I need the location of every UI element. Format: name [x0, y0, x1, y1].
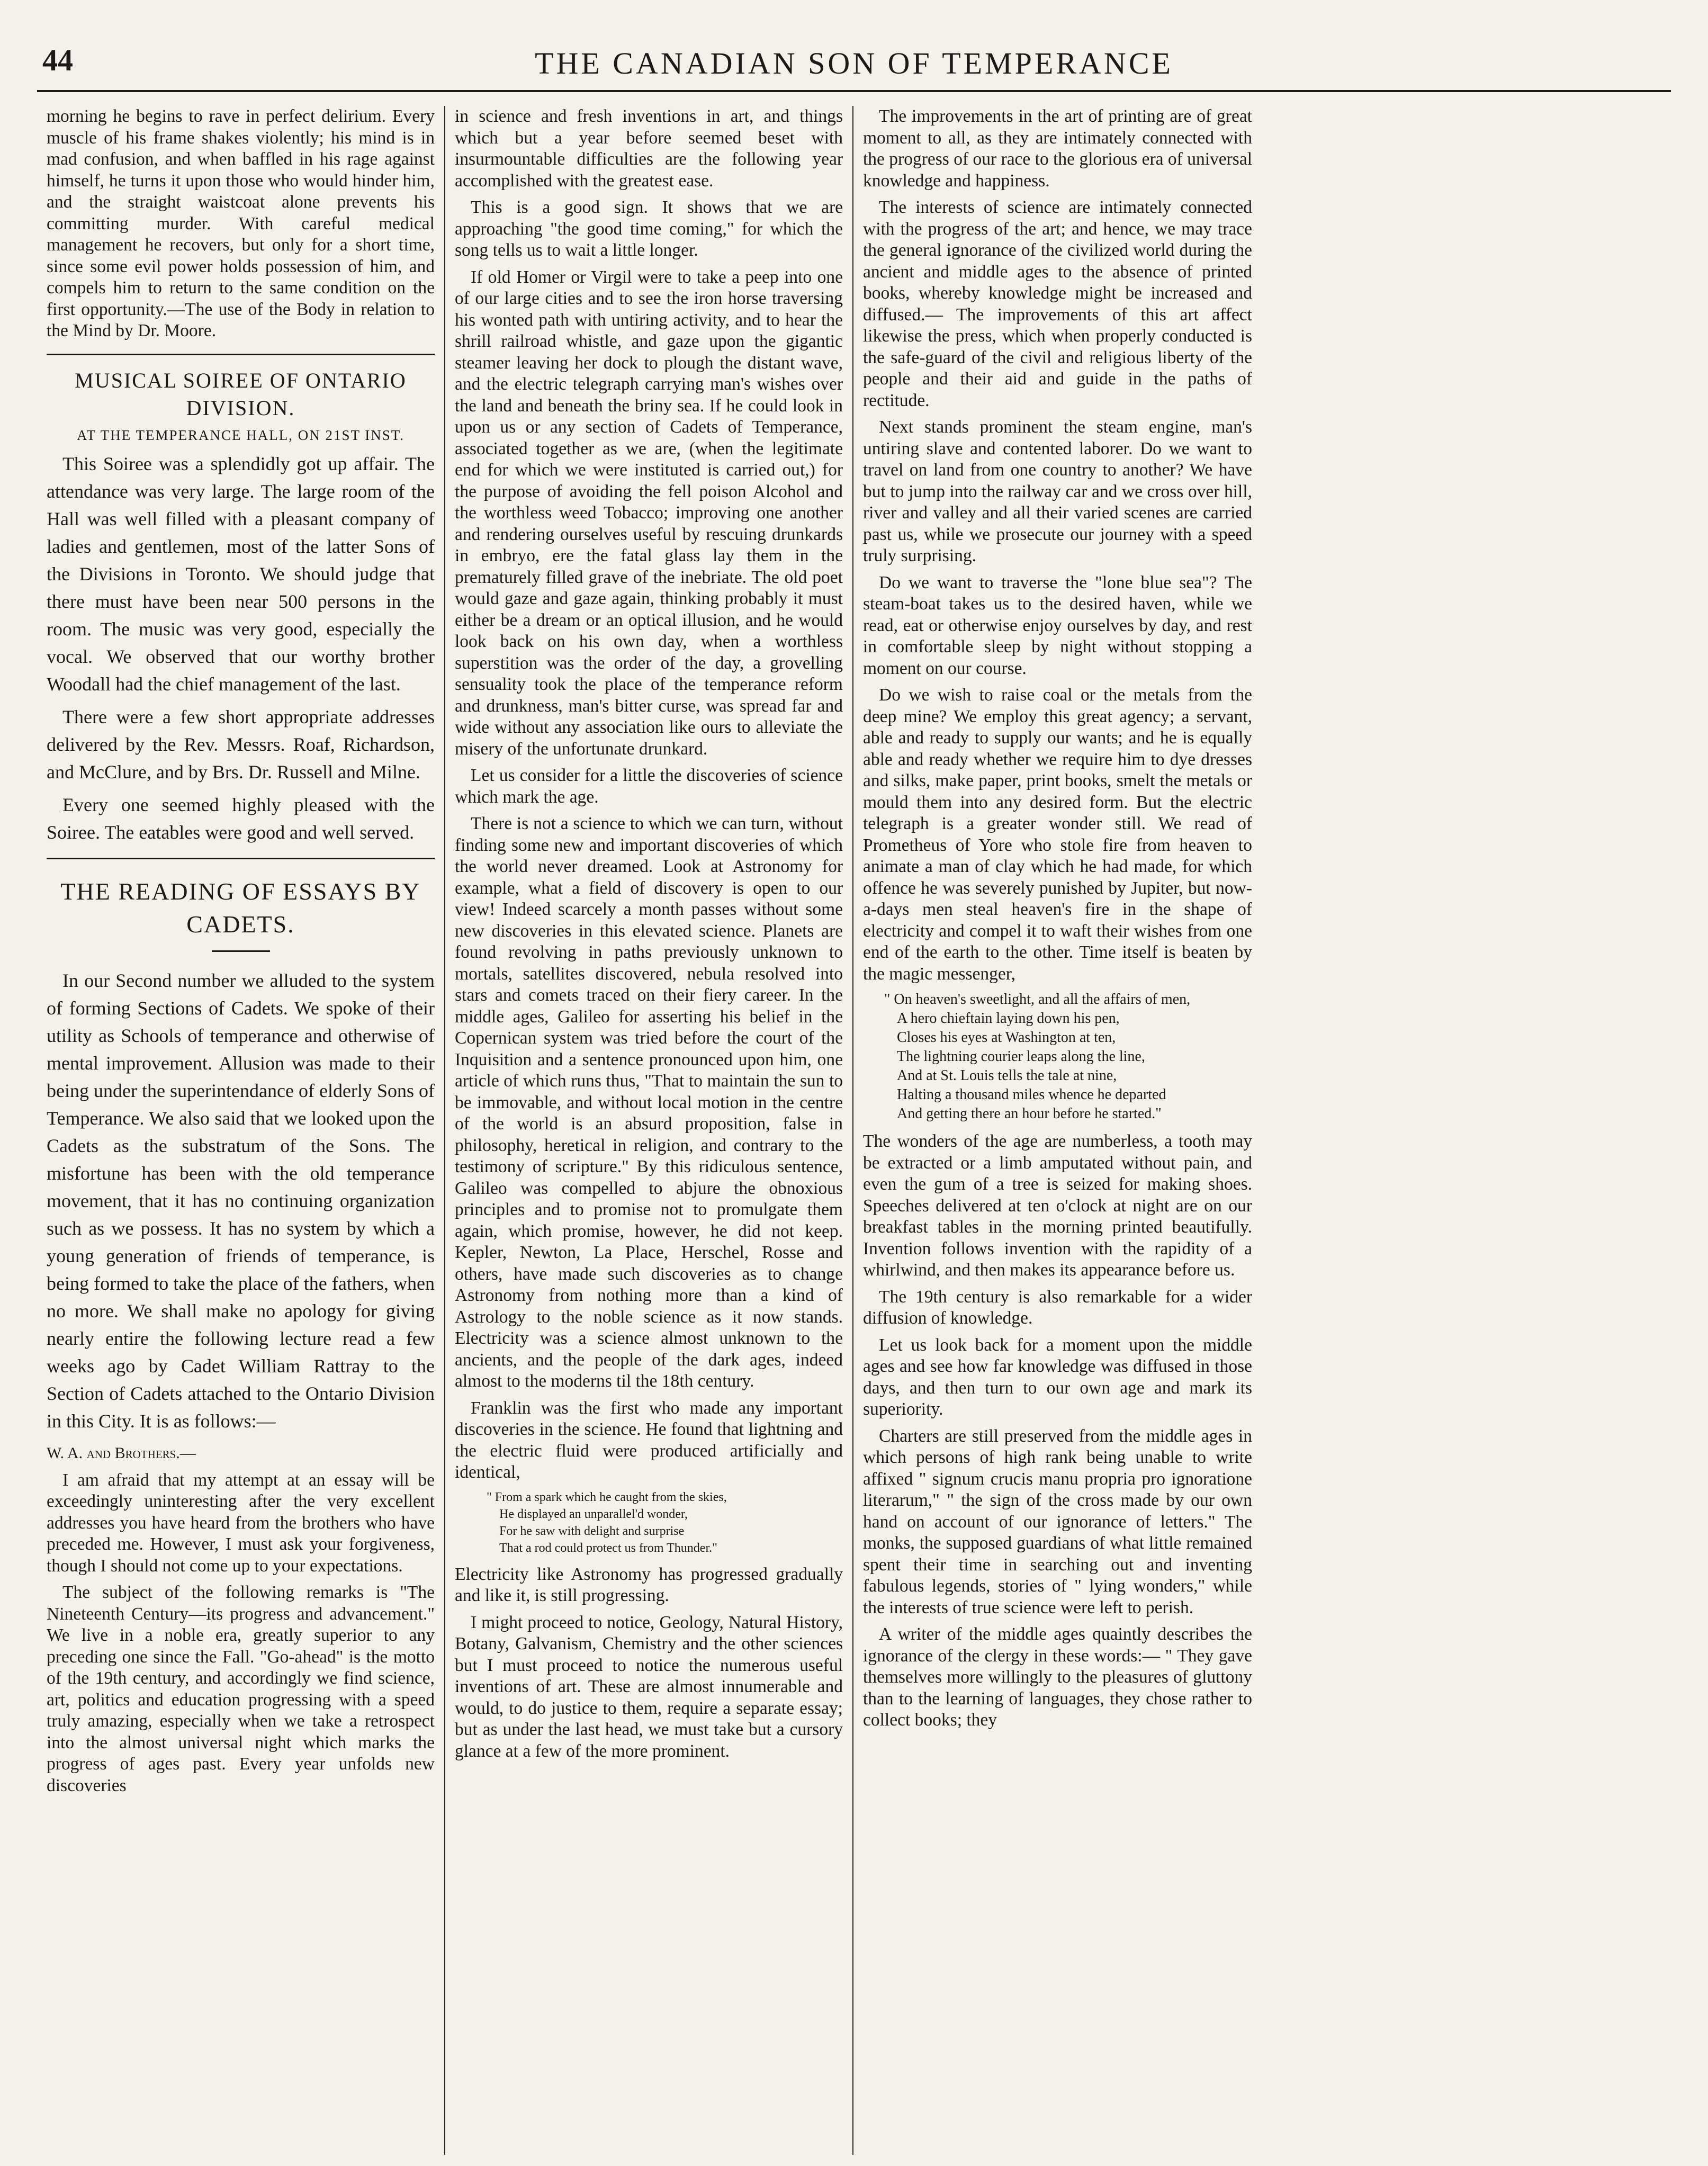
verse-line: And at St. Louis tells the tale at nine,: [897, 1067, 1117, 1084]
paragraph: morning he begins to rave in perfect delirium. Every muscle of his frame shakes violently; his mind is in mad confusion, and when baffled in his rage against himself, he turns it upon those who would hinder him, and the straight waistcoat alone prevents his committing murder. With careful medical management he recovers, but only for a short time, since some evil power holds possession of him, and compels him to return to the same condition on the first opportunity.—The use of the Body in relation to the Mind by Dr. Moore.: [47, 106, 435, 340]
paragraph: This Soiree was a splendidly got up affair. The attendance was very large. The large room of the Hall was well filled with a pleasant company of ladies and gentlemen, most of the latter Sons of the Divisions in Toronto. We should judge that there must have been near 500 persons in the room. The music was very good, especially the vocal. We observed that our worthy brother Woodall had the chief management of the last.: [47, 453, 435, 695]
paragraph: Franklin was the first who made any important discoveries in the science. He found that lightning and the electric fluid were produced artificially and identical,: [455, 1398, 843, 1482]
paragraph: This is a good sign. It shows that we are approaching "the good time coming," for which the song tells us to wait a little longer.: [455, 197, 843, 260]
paragraph: The subject of the following remarks is "The Nineteenth Century—its progress and advancement." We live in a noble era, greatly superior to any preceding one since the Fall. "Go-ahead" is the motto of the 19th century, and accordingly we find science, art, politics and education progressing with a speed truly amazing, especially when we take a retrospect into the almost universal night which marks the progress of ages past. Every year unfolds new discoveries: [47, 1583, 435, 1795]
paragraph: There were a few short appropriate addresses delivered by the Rev. Messrs. Roaf, Richardson, and McClure, and by Brs. Dr. Russell and Milne.: [47, 706, 435, 783]
divider-short: [212, 950, 270, 952]
verse-line: For he saw with delight and surprise: [499, 1524, 685, 1538]
verse-line: That a rod could protect us from Thunder.": [499, 1541, 717, 1555]
column-3: [853, 106, 1262, 2155]
paragraph: Let us consider for a little the discoveries of science which mark the age.: [455, 766, 843, 807]
divider: [47, 858, 435, 859]
verse-line: " From a spark which he caught from the skies,: [487, 1490, 727, 1504]
paragraph: There is not a science to which we can turn, without finding some new and important discoveries of which the world never dreamed. Look at Astronomy for example, what a field of discovery is open to our view! Indeed scarcely a month passes without some new discoveries in this elevated science. Planets are found revolving in paths previously unknown to mortals, satellites discovered, nebula resolved into stars and comets traced on their fiery career. In the middle ages, Galileo for asserting his belief in the Copernican system was tried before the court of the Inquisition and a sentence pronounced upon him, one article of which runs thus, "That to maintain the sun to be immovable, and without local motion in the centre of the world is an absurd proposition, false in philosophy, heretical in religion, and contrary to the testimony of scripture." By this ridiculous sentence, Galileo was compelled to abjure the obnoxious principles and to promise not to promulgate them again, which promise, however, he did not keep. Kepler, Newton, La Place, Herschel, Rosse and others, have made such discoveries as to change Astronomy from nothing more than a kind of Astrology to the noble science as it now stands. Electricity was a science almost unknown to the ancients, and the people of the dark ages, indeed almost to the moderns til the 18th century.: [455, 814, 843, 1391]
verse-quote: [487, 1489, 843, 1557]
divider: [47, 354, 435, 355]
verse-line: Halting a thousand miles whence he departed: [897, 1086, 1166, 1103]
page-number: 44: [42, 43, 73, 77]
paragraph: A writer of the middle ages quaintly describes the ignorance of the clergy in these words:— " They gave themselves more willingly to the pleasures of gluttony than to the learning of languages, they chose rather to collect books; they: [863, 1624, 1252, 1730]
paragraph: Charters are still preserved from the middle ages in which persons of high rank being unable to write affixed " signum crucis manu propria pro ignoratione literarum," " the sign of the cross made by our own hand on account of our ignorance of letters." The monks, the supposed guardians of what little remained spent their time in searching out and inventing fabulous legends, stories of " lying wonders," while the interests of true science were left to perish.: [863, 1426, 1252, 1617]
salutation: W. A. and Brothers.—: [47, 1444, 196, 1462]
paragraph: The interests of science are intimately connected with the progress of the art; and hence, we may trace the general ignorance of the civilized world during the ancient and middle ages to the absence of printed books, whereby knowledge might be increased and diffused.— The improvements of this art affect likewise the press, which when properly conducted is the safe-guard of the civil and religious liberty of the people and their aid and guide in the paths of rectitude.: [863, 197, 1252, 410]
paragraph: The improvements in the art of printing are of great moment to all, as they are intimately connected with the progress of our race to the glorious era of universal knowledge and happiness.: [863, 106, 1252, 191]
section-heading-essays: THE READING OF ESSAYS BY CADETS.: [60, 877, 421, 938]
verse-line: And getting there an hour before he started.": [897, 1106, 1162, 1122]
paragraph: in science and fresh inventions in art, and things which but a year before seemed beset with insurmountable difficulties are the following year accomplished with the greatest ease.: [455, 106, 843, 191]
paragraph: In our Second number we alluded to the system of forming Sections of Cadets. We spoke of their utility as Schools of temperance and otherwise of mental improvement. Allusion was made to their being under the superintendance of elderly Sons of Temperance. We also said that we looked upon the Cadets as the substratum of the Sons. The misfortune has been with the old temperance movement, that it has no continuing organization such as we possess. It has no system by which a young generation of friends of temperance, is being formed to take the place of the fathers, when no more. We shall make no apology for giving nearly entire the following lecture read a few weeks ago by Cadet William Rattray to the Section of Cadets attached to the Ontario Division in this City. It is as follows:—: [47, 969, 435, 1432]
verse-line: He displayed an unparallel'd wonder,: [499, 1507, 688, 1521]
verse-line: " On heaven's sweetlight, and all the affairs of men,: [884, 991, 1191, 1008]
section-heading-soiree: MUSICAL SOIREE OF ONTARIO DIVISION.: [75, 368, 407, 420]
newspaper-title: THE CANADIAN SON OF TEMPERANCE: [535, 46, 1173, 80]
paragraph: Let us look back for a moment upon the middle ages and see how far knowledge was diffused in those days, and then turn to our own age and mark its superiority.: [863, 1335, 1252, 1419]
verse-quote: [884, 990, 1252, 1124]
paragraph: Do we want to traverse the "lone blue sea"? The steam-boat takes us to the desired haven, while we read, eat or otherwise enjoy ourselves by day, and rest in comfortable sleep by night without stopping a moment on our course.: [863, 572, 1252, 678]
article-columns: [37, 106, 1671, 2155]
column-2: [445, 106, 853, 2155]
paragraph: Electricity like Astronomy has progressed gradually and like it, is still progressing.: [455, 1564, 843, 1605]
paragraph: I am afraid that my attempt at an essay will be exceedingly uninteresting after the very excellent addresses you have heard from the brothers who have preceded me. However, I must ask your forgiveness, though I should not come up to your expectations.: [47, 1470, 435, 1576]
verse-line: Closes his eyes at Washington at ten,: [897, 1029, 1116, 1046]
paragraph: I might proceed to notice, Geology, Natural History, Botany, Galvanism, Chemistry and the other sciences but I must proceed to notice the numerous useful inventions of art. These are almost innumerable and would, to do justice to them, require a separate essay; but as under the last head, we must take but a cursory glance at a few of the more prominent.: [455, 1612, 843, 1761]
verse-line: A hero chieftain laying down his pen,: [897, 1010, 1120, 1027]
masthead: [37, 42, 1671, 92]
paragraph: Every one seemed highly pleased with the Soiree. The eatables were good and well served.: [47, 794, 435, 843]
paragraph: Next stands prominent the steam engine, man's untiring slave and contented laborer. Do we want to travel on land from one country to another? We have but to jump into the railway car and we cross over hill, river and valley and all their varied scenes are carried past us, while we prosecute our journey with a speed truly surprising.: [863, 417, 1252, 565]
paragraph: The 19th century is also remarkable for a wider diffusion of knowledge.: [863, 1287, 1252, 1328]
verse-line: The lightning courier leaps along the line,: [897, 1048, 1145, 1065]
section-subheading: AT THE TEMPERANCE HALL, ON 21ST INST.: [76, 427, 405, 443]
paragraph: If old Homer or Virgil were to take a peep into one of our large cities and to see the iron horse traversing his wonted path with untiring activity, and to hear the shrill railroad whistle, and gaze upon the gigantic steamer leaving her dock to plough the distant wave, and the electric telegraph carrying man's wishes over the land and beneath the briny sea. If he could look in upon us or any section of Cadets of Temperance, associated together as we are, (when the legitimate end for which we were instituted is carried out,) for the purpose of avoiding the fell poison Alcohol and the worthless weed Tobacco; improving one another and rendering ourselves useful by rescuing drunkards in embryo, ere the fatal glass lay them in the prematurely filled grave of the inebriate. The old poet would gaze and gaze again, thinking probably it must either be a dream or an optical illusion, and he would look back on his own day, when a worthless superstition was the order of the day, a grovelling sensuality took the place of the temperance reform and drunkness, man's bitter curse, was spread far and wide without any association like ours to alleviate the misery of the unfortunate drunkard.: [455, 267, 843, 759]
paragraph: The wonders of the age are numberless, a tooth may be extracted or a limb amputated without pain, and even the gum of a tree is seized for making shoes. Speeches delivered at ten o'clock at night are on our breakfast tables in the morning printed beautifully. Invention follows invention with the rapidity of a whirlwind, and then makes its appearance before us.: [863, 1131, 1252, 1280]
column-1: [37, 106, 445, 2155]
paragraph: Do we wish to raise coal or the metals from the deep mine? We employ this great agency; a servant, able and ready to supply our wants; and he is equally able and ready whether we require him to dye dresses and silks, make paper, print books, smelt the metals or mould them into any desired form. But the electric telegraph is a greater wonder still. We read of Prometheus of Yore who stole fire from heaven to animate a man of clay which he had made, for which offence he was severely punished by Jupiter, but now-a-days men steal heaven's fire in the shape of electricity and compel it to waft their wishes from one end of the earth to the other. Time itself is beaten by the magic messenger,: [863, 685, 1252, 984]
